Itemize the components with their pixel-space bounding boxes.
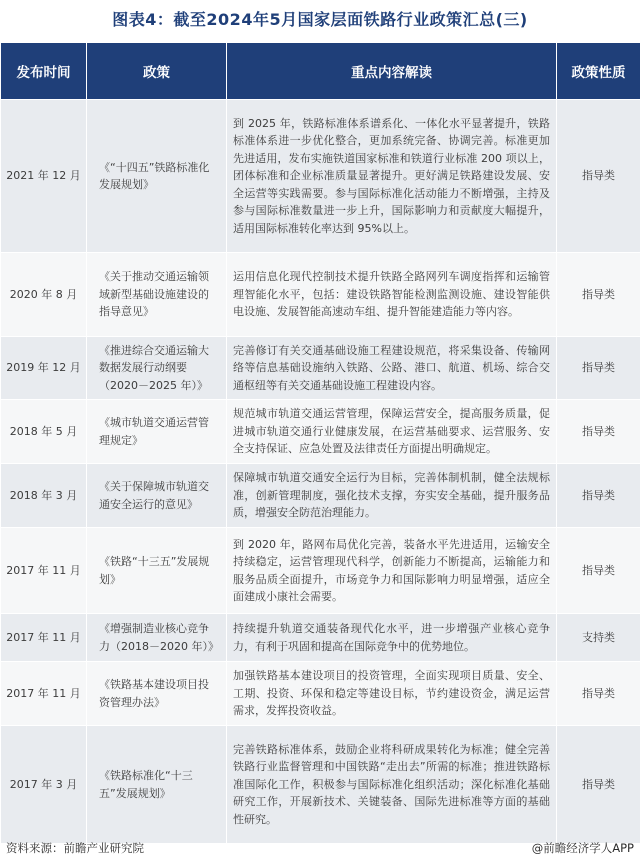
table-row xyxy=(1,400,640,464)
cell-policy: 《城市轨道交通运营管理规定》 xyxy=(87,400,227,464)
cell-date: 2017 年 11 月 xyxy=(1,528,87,614)
table-header-row xyxy=(1,43,640,100)
cell-policy: 《推进综合交通运输大数据发展行动纲要（2020－2025 年）》 xyxy=(87,337,227,400)
cell-nature: 指导类 xyxy=(557,662,640,726)
cell-nature: 指导类 xyxy=(557,253,640,337)
cell-policy: 《“十四五”铁路标准化发展规划》 xyxy=(87,100,227,253)
table-row xyxy=(1,662,640,726)
table-row xyxy=(1,464,640,528)
cell-date: 2018 年 5 月 xyxy=(1,400,87,464)
cell-content: 运用信息化现代控制技术提升铁路全路网列车调度指挥和运输管理智能化水平，包括：建设铁路智能检测监测设施、建设智能供电设施、发展智能高速动车组、提升智能建造能力等内容。 xyxy=(227,253,557,337)
cell-content: 加强铁路基本建设项目的投资管理，全面实现项目质量、安全、工期、投资、环保和稳定等建设目标，节约建设资金，满足运营需求，发挥投资收益。 xyxy=(227,662,557,726)
cell-content: 持续提升轨道交通装备现代化水平，进一步增强产业核心竞争力，有利于巩固和提高在国际竞争中的优势地位。 xyxy=(227,614,557,662)
cell-nature: 指导类 xyxy=(557,337,640,400)
table-row xyxy=(1,528,640,614)
header-policy: 政策 xyxy=(87,43,227,100)
policy-table xyxy=(0,42,640,844)
header-date: 发布时间 xyxy=(1,43,87,100)
cell-date: 2019 年 12 月 xyxy=(1,337,87,400)
cell-date: 2018 年 3 月 xyxy=(1,464,87,528)
table-row xyxy=(1,253,640,337)
cell-content: 保障城市轨道交通安全运行为目标，完善体制机制，健全法规标准，创新管理制度，强化技术支撑，夯实安全基础，提升服务品质，增强安全防范治理能力。 xyxy=(227,464,557,528)
cell-nature: 指导类 xyxy=(557,726,640,844)
cell-policy: 《铁路基本建设项目投资管理办法》 xyxy=(87,662,227,726)
cell-content: 规范城市轨道交通运营管理，保障运营安全，提高服务质量，促进城市轨道交通行业健康发展，在运营基础要求、运营服务、安全支持保证、应急处置及法律责任方面提出明确规定。 xyxy=(227,400,557,464)
cell-nature: 支持类 xyxy=(557,614,640,662)
cell-policy: 《增强制造业核心竞争力（2018－2020 年）》 xyxy=(87,614,227,662)
source-note: 资料来源：前瞻产业研究院 xyxy=(6,841,144,855)
cell-nature: 指导类 xyxy=(557,528,640,614)
cell-date: 2017 年 11 月 xyxy=(1,662,87,726)
cell-content: 到 2020 年，路网布局优化完善，装备水平先进适用，运输安全持续稳定，运营管理现代科学，创新能力不断提高，运输能力和服务品质全面提升，市场竞争力和国际影响力明显增强，适应全面建成小康社会需要。 xyxy=(227,528,557,614)
header-content: 重点内容解读 xyxy=(227,43,557,100)
cell-date: 2021 年 12 月 xyxy=(1,100,87,253)
table-row xyxy=(1,726,640,844)
cell-policy: 《铁路标准化“十三五”发展规划》 xyxy=(87,726,227,844)
cell-nature: 指导类 xyxy=(557,400,640,464)
cell-policy: 《铁路“十三五”发展规划》 xyxy=(87,528,227,614)
cell-policy: 《关于保障城市轨道交通安全运行的意见》 xyxy=(87,464,227,528)
cell-nature: 指导类 xyxy=(557,100,640,253)
cell-date: 2017 年 3 月 xyxy=(1,726,87,844)
table-row xyxy=(1,100,640,253)
cell-content: 到 2025 年，铁路标准体系谱系化、一体化水平显著提升，铁路标准体系进一步优化整合，更加系统完备、协调完善。标准更加先进适用，发布实施铁道国家标准和铁道行业标准 200 项以上，团体标准和企业标准质量显著提升。更好满足铁路建设发展、安全运营等实践需要。参与国际标准化活动能力不断增强，主持及参与国际标准数量进一步上升，国际影响力和贡献度大幅提升，适用国际标准转化率达到 95%以上。 xyxy=(227,100,557,253)
brand-credit: @前瞻经济学人APP xyxy=(531,841,634,855)
header-nature: 政策性质 xyxy=(557,43,640,100)
table-row xyxy=(1,337,640,400)
cell-content: 完善修订有关交通基础设施工程建设规范，将采集设备、传输网络等信息基础设施纳入铁路、公路、港口、航道、机场、综合交通枢纽等有关交通基础设施工程建设内容。 xyxy=(227,337,557,400)
cell-content: 完善铁路标准体系，鼓励企业将科研成果转化为标准；健全完善铁路行业监督管理和中国铁路“走出去”所需的标准；推进铁路标准国际化工作，积极参与国际标准化组织活动；深化标准化基础研究工作，开展新技术、关键装备、国际先进标准等方面的基础性研究。 xyxy=(227,726,557,844)
cell-nature: 指导类 xyxy=(557,464,640,528)
cell-date: 2020 年 8 月 xyxy=(1,253,87,337)
chart-title: 图表4：截至2024年5月国家层面铁路行业政策汇总(三) xyxy=(112,10,528,29)
table-row xyxy=(1,614,640,662)
cell-policy: 《关于推动交通运输领域新型基础设施建设的指导意见》 xyxy=(87,253,227,337)
footer xyxy=(0,836,640,862)
cell-date: 2017 年 11 月 xyxy=(1,614,87,662)
